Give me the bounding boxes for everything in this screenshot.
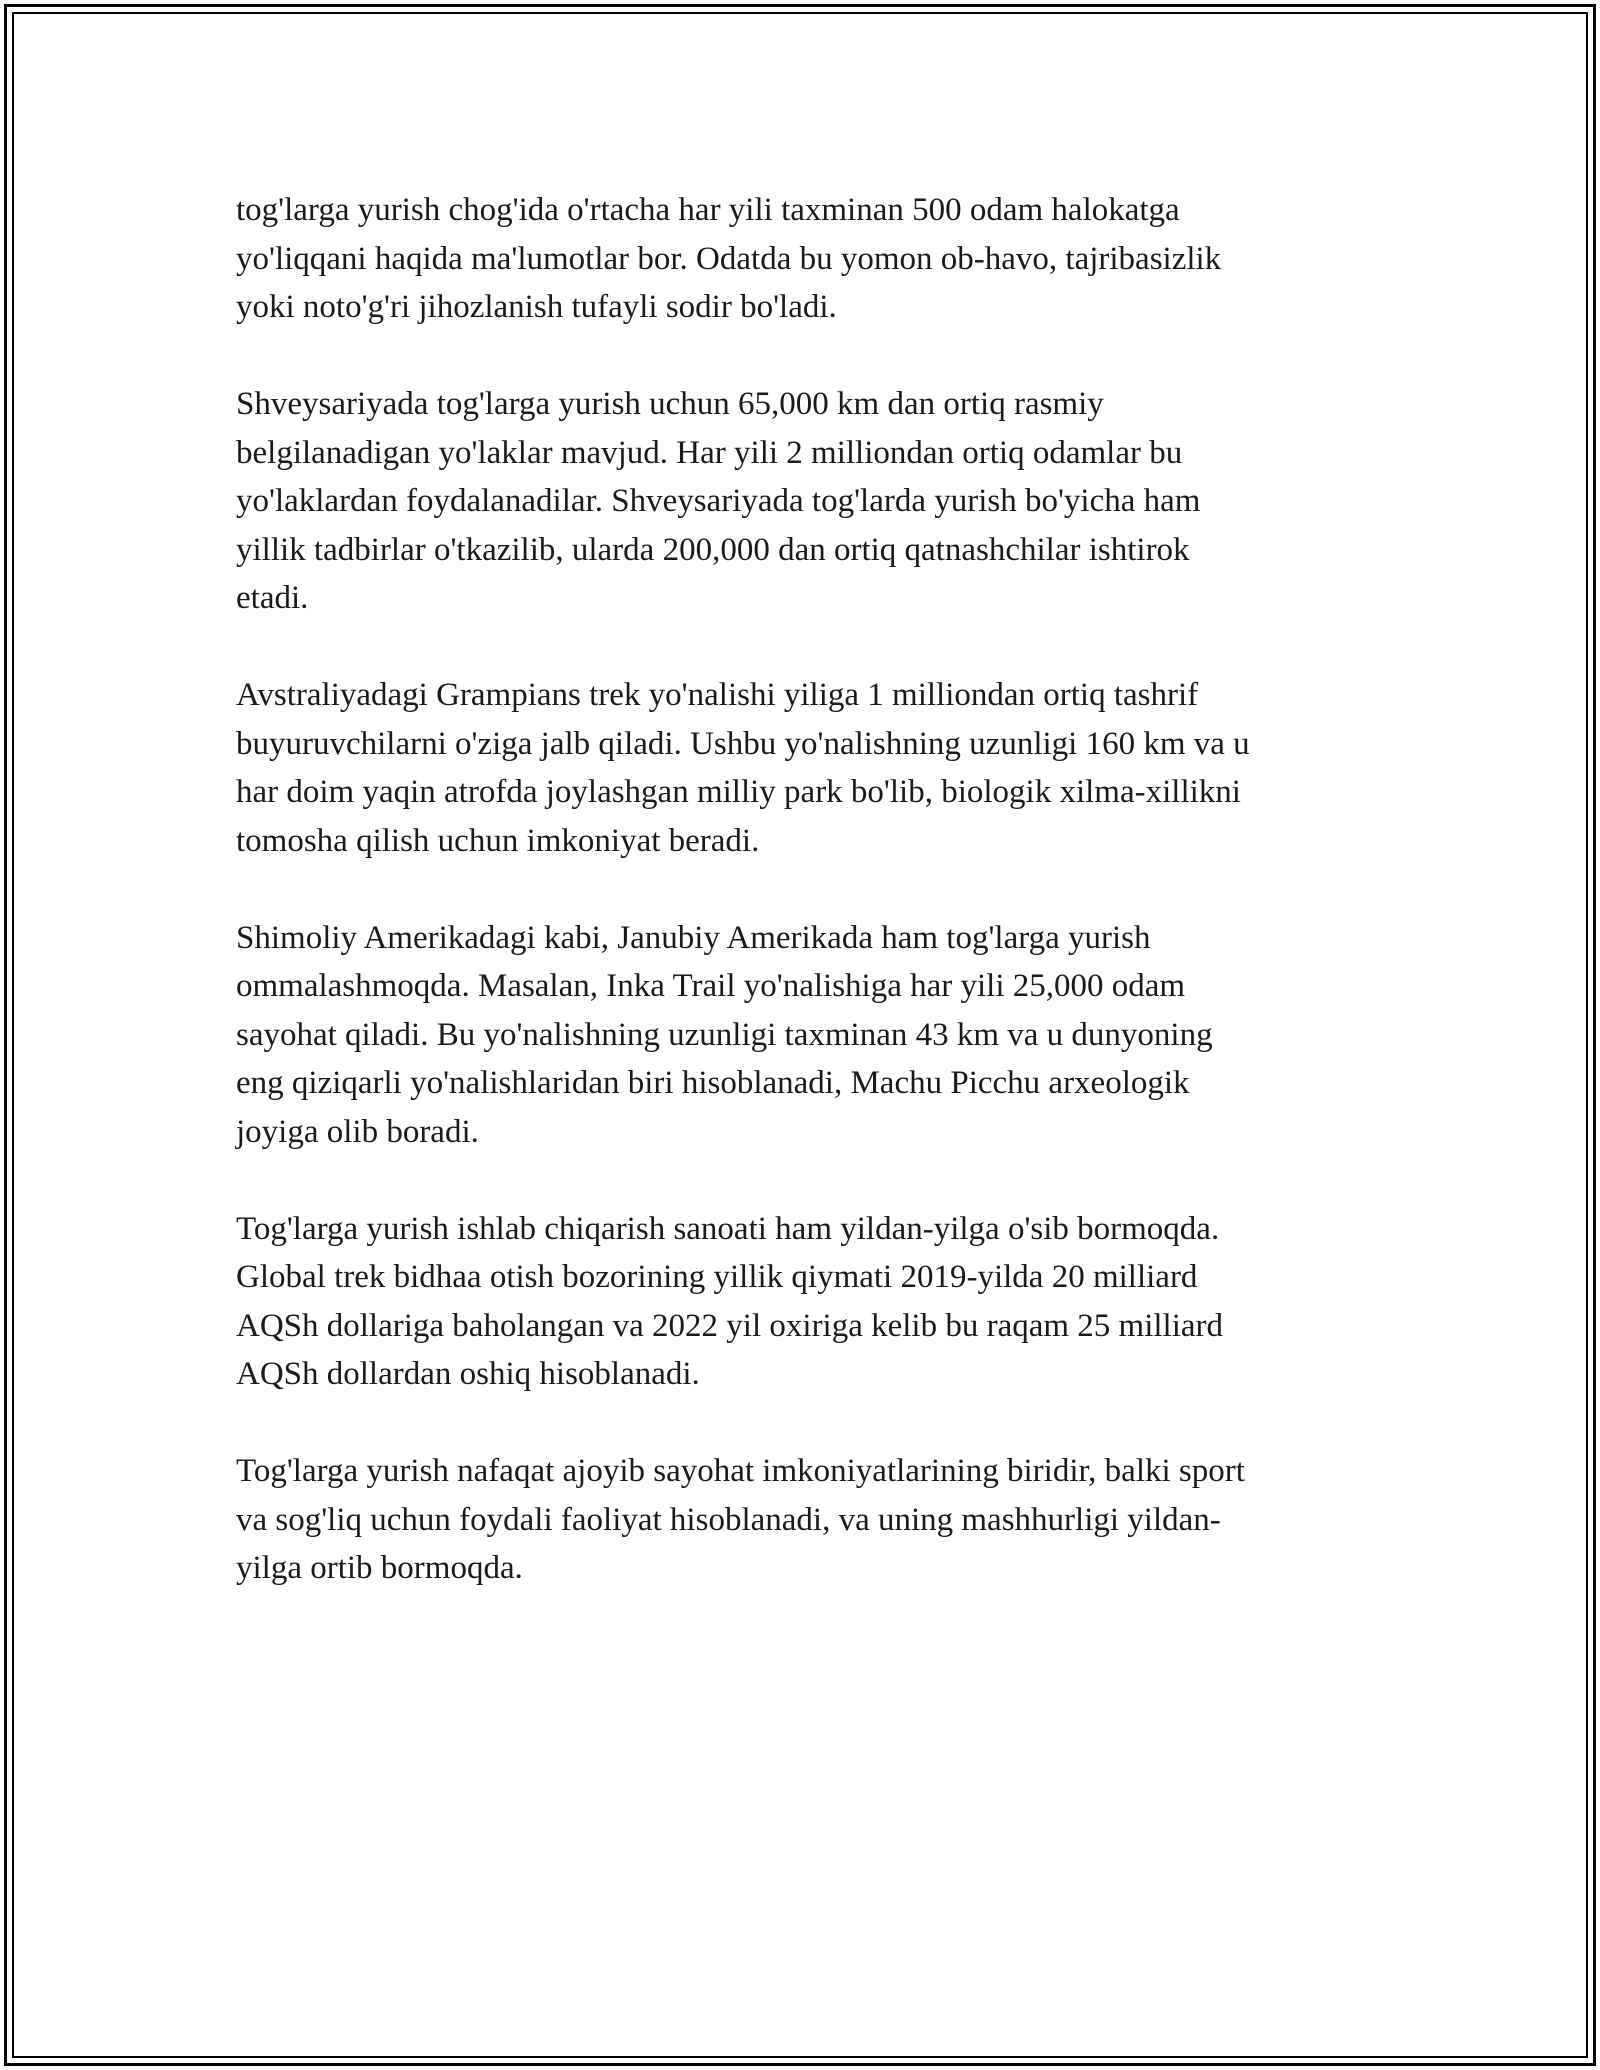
text-line: buyuruvchilarni o'ziga jalb qiladi. Ushbu yo'nalishning uzunligi 160 km va u [236,725,1250,762]
text-line: har doim yaqin atrofda joylashgan milliy park bo'lib, biologik xilma-xillikni [236,774,1241,810]
text-line: Tog'larga yurish ishlab chiqarish sanoati ham yildan-yilga o'sib bormoqda. [236,1210,1220,1247]
paragraph-5 [236,1205,1376,1399]
text-line: yillik tadbirlar o'tkazilib, ularda 200,000 dan ortiq qatnashchilar ishtirok [236,531,1190,568]
text-line: eng qiziqarli yo'nalishlaridan biri hisoblanadi, Machu Picchu arxeologik [236,1065,1190,1101]
text-line: etadi. [236,580,309,616]
text-line: yo'liqqani haqida ma'lumotlar bor. Odatda bu yomon ob-havo, tajribasizlik [236,240,1222,277]
paragraph-2 [236,380,1376,623]
text-line: Shveysariyada tog'larga yurish uchun 65,000 km dan ortiq rasmiy [236,386,1104,422]
text-line: ommalashmoqda. Masalan, Inka Trail yo'nalishiga har yili 25,000 odam [236,968,1186,1004]
paragraph-1 [236,186,1376,332]
text-line: Shimoliy Amerikadagi kabi, Janubiy Amerikada ham tog'larga yurish [236,919,1151,956]
text-line: joyiga olib boradi. [236,1113,479,1150]
paragraph-6 [236,1447,1376,1593]
paragraph-3 [236,671,1376,865]
text-line: AQSh dollariga baholangan va 2022 yil oxiriga kelib bu raqam 25 milliard [236,1307,1224,1344]
text-line: tomosha qilish uchun imkoniyat beradi. [236,822,760,859]
paragraph-4 [236,914,1376,1157]
text-line: tog'larga yurish chog'ida o'rtacha har yili taxminan 500 odam halokatga [236,192,1180,228]
text-line: yoki noto'g'ri jihozlanish tufayli sodir bo'ladi. [236,289,837,325]
text-line: va sog'liq uchun foydali faoliyat hisoblanadi, va uning mashhurligi yildan- [236,1501,1221,1538]
text-line: yo'laklardan foydalanadilar. Shveysariyada tog'larda yurish bo'yicha ham [236,483,1201,519]
text-line: sayohat qiladi. Bu yo'nalishning uzunligi taxminan 43 km va u dunyoning [236,1016,1213,1053]
text-line: belgilanadigan yo'laklar mavjud. Har yili 2 milliondan ortiq odamlar bu [236,434,1183,471]
document-body [236,186,1376,1641]
text-line: Tog'larga yurish nafaqat ajoyib sayohat imkoniyatlarining biridir, balki sport [236,1453,1245,1489]
text-line: Avstraliyadagi Grampians trek yo'nalishi yiliga 1 milliondan ortiq tashrif [236,677,1199,713]
text-line: Global trek bidhaa otish bozorining yillik qiymati 2019-yilda 20 milliard [236,1259,1198,1295]
text-line: AQSh dollardan oshiq hisoblanadi. [236,1356,700,1392]
text-line: yilga ortib bormoqda. [236,1550,523,1586]
